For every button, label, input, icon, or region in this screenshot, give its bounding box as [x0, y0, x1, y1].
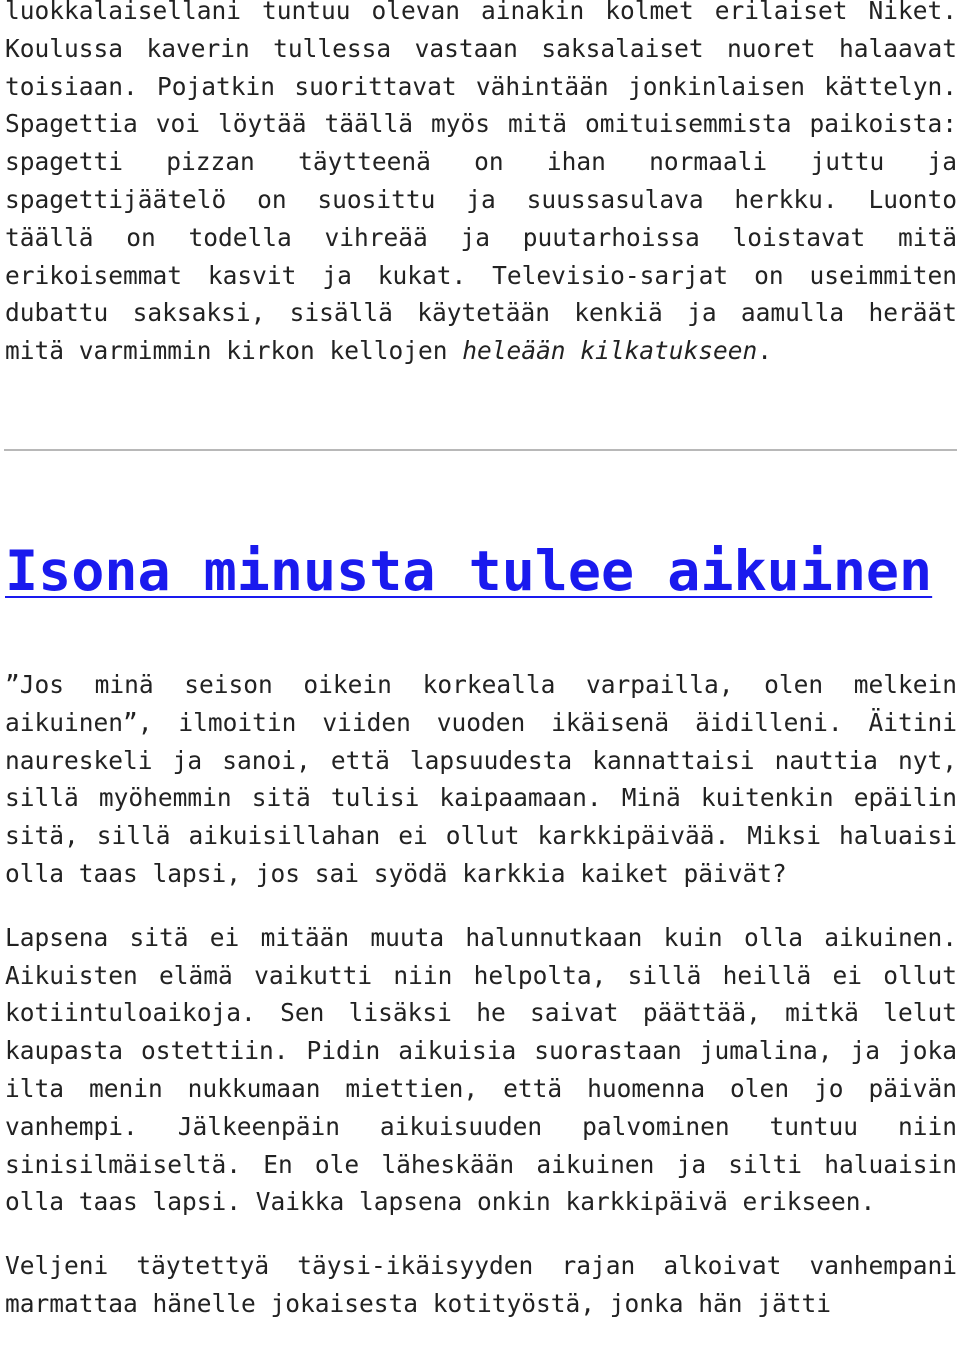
- intro-text: luokkalaisellani tuntuu olevan ainakin kolmet erilaiset Niket. Koulussa kaverin tullessa vastaan saksalaiset nuoret halaavat toisiaan. Pojatkin suorittavat vähintään jonkinlaisen kättelyn. Spagettia voi löytää täällä myös mitä omituisemmista paikoista: spagetti pizzan täytteenä on ihan normaali juttu ja spagettijäätelö on suosittu ja suussasulava herkku. Luonto täällä on todella vihreää ja puutarhoissa loistavat mitä erikoisemmat kasvit ja kukat. Televisio-sarjat on useimmiten dubattu saksaksi, sisällä käytetään kenkiä ja aamulla heräät mitä varmimmin kirkon kellojen: [5, 0, 957, 366]
- section-divider: [4, 449, 957, 451]
- intro-text-end: .: [757, 336, 773, 366]
- article-title-link[interactable]: Isona minusta tulee aikuinen: [5, 539, 933, 603]
- intro-section: [5, 0, 957, 370]
- article-paragraph: Veljeni täytettyä täysi-ikäisyyden rajan alkoivat vanhempani marmattaa hänelle jokaisesta kotityöstä, jonka hän jätti: [5, 1251, 957, 1318]
- article-paragraph: ”Jos minä seison oikein korkealla varpailla, olen melkein aikuinen”, ilmoitin viiden vuoden ikäisenä äidilleni. Äitini naureskeli ja sanoi, että lapsuudesta kannattaisi nauttia nyt, sillä myöhemmin sitä tulisi kaipaamaan. Minä kuitenkin epäilin sitä, sillä aikuisillahan ei ollut karkkipäivää. Miksi haluaisi olla taas lapsi, jos sai syödä karkkia kaiket päivät?: [5, 670, 957, 888]
- intro-italic-phrase: heleään kilkatukseen: [462, 336, 758, 366]
- article-body: [5, 666, 957, 1323]
- article-paragraph: Lapsena sitä ei mitään muuta halunnutkaan kuin olla aikuinen. Aikuisten elämä vaikutti niin helpolta, sillä heillä ei ollut kotiintuloaikoja. Sen lisäksi he saivat päättää, mitkä lelut kaupasta ostettiin. Pidin aikuisia suorastaan jumalina, ja joka ilta menin nukkumaan miettien, että huomenna olen jo päivän vanhempi. Jälkeenpäin aikuisuuden palvominen tuntuu niin sinisilmäiseltä. En ole läheskään aikuinen ja silti haluaisin olla taas lapsi. Vaikka lapsena onkin karkkipäivä erikseen.: [5, 922, 957, 1217]
- intro-paragraph: [5, 0, 957, 370]
